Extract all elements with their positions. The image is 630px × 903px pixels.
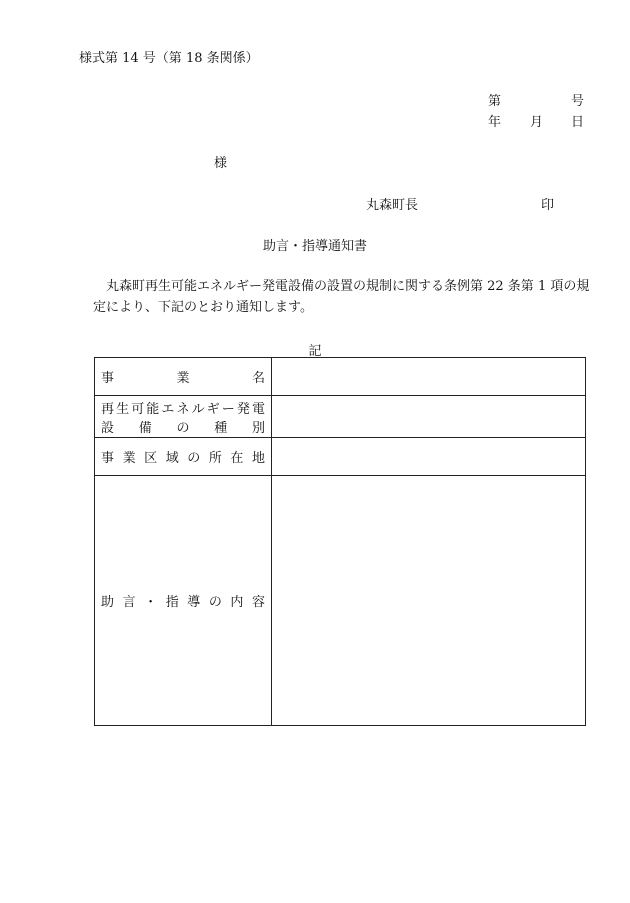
table-row-facility-type xyxy=(95,396,586,438)
addressee-honorific: 様 xyxy=(214,156,228,171)
label-char: ー xyxy=(221,401,235,417)
label-char: の xyxy=(208,595,222,610)
label-char: 備 xyxy=(138,420,152,436)
label-char: ネ xyxy=(176,401,190,417)
facility-type-value xyxy=(272,396,586,438)
business-name-label xyxy=(95,358,272,396)
label-char: 事 xyxy=(101,451,115,466)
ki-label: 記 xyxy=(308,344,322,359)
table-row-business-name xyxy=(95,358,586,396)
label-char: 事 xyxy=(101,371,115,386)
label-char: 別 xyxy=(251,420,265,436)
issuer-title: 丸森町長 xyxy=(366,198,419,213)
label-char: 容 xyxy=(251,595,265,610)
document-number-row xyxy=(488,90,584,108)
label-char: ル xyxy=(191,401,205,417)
label-char: エ xyxy=(161,401,175,417)
label-char: 発 xyxy=(236,401,250,417)
advice-guidance-content-label xyxy=(95,476,272,726)
label-char: 内 xyxy=(230,595,244,610)
label-char: 導 xyxy=(187,595,201,610)
label-char: 可 xyxy=(131,401,145,417)
document-number-suffix: 号 xyxy=(571,94,585,109)
label-char: 区 xyxy=(144,451,158,466)
label-char: の xyxy=(176,420,190,436)
label-char: ・ xyxy=(144,595,158,610)
label-char: 在 xyxy=(230,451,244,466)
document-number-prefix: 第 xyxy=(488,94,502,109)
facility-type-label xyxy=(95,396,272,438)
business-area-location-label xyxy=(95,438,272,476)
label-char: 生 xyxy=(116,401,130,417)
label-char: 種 xyxy=(214,420,228,436)
label-char: 指 xyxy=(165,595,179,610)
body-text: 丸森町再生可能エネルギー発電設備の設置の規制に関する条例第 22 条第 1 項の規定により、下記のとおり通知します。 xyxy=(93,279,590,315)
label-char: 所 xyxy=(208,451,222,466)
label-char: 域 xyxy=(165,451,179,466)
label-char: ギ xyxy=(206,401,220,417)
label-char: 名 xyxy=(251,371,265,386)
table-row-business-area-location xyxy=(95,438,586,476)
detail-table xyxy=(94,357,586,726)
label-char: 業 xyxy=(122,451,136,466)
label-char: 再 xyxy=(101,401,115,417)
label-char: 業 xyxy=(176,371,190,386)
business-name-value xyxy=(272,358,586,396)
date-year: 年 xyxy=(488,115,502,130)
label-char: 助 xyxy=(101,595,115,610)
label-char: 設 xyxy=(101,420,115,436)
table-row-advice-guidance-content xyxy=(95,476,586,726)
date-month: 月 xyxy=(530,115,544,130)
advice-guidance-content-value xyxy=(272,476,586,726)
document-title: 助言・指導通知書 xyxy=(262,239,367,254)
label-char: 地 xyxy=(251,451,265,466)
label-char: 能 xyxy=(146,401,160,417)
business-area-location-value xyxy=(272,438,586,476)
form-number: 様式第 14 号（第 18 条関係） xyxy=(79,51,259,66)
date-day: 日 xyxy=(571,115,585,130)
date-row xyxy=(488,111,584,129)
label-char: 言 xyxy=(122,595,136,610)
label-char: の xyxy=(187,451,201,466)
seal-mark: 印 xyxy=(541,198,555,213)
label-char: 電 xyxy=(251,401,265,417)
